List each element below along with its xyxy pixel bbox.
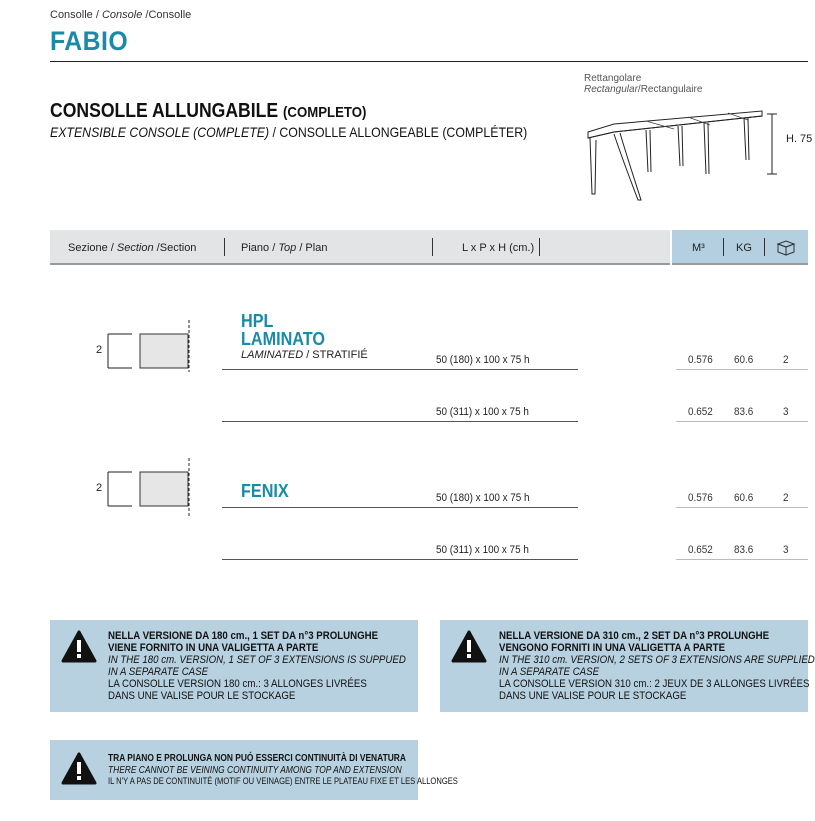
header-section-fr: /Section xyxy=(153,242,197,254)
package-icon xyxy=(777,240,795,256)
note-line-it: VENGONO FORNITI IN UNA VALIGETTA A PARTE xyxy=(499,642,726,654)
shape-label-it: Rettangolare xyxy=(584,73,642,84)
note-text-180 xyxy=(108,630,406,702)
volume-value: 0.576 xyxy=(688,492,713,504)
boxes-value: 2 xyxy=(783,492,789,504)
note-text-veining xyxy=(108,752,458,788)
breadcrumb-category-it: Consolle xyxy=(50,9,93,21)
warning-icon xyxy=(62,752,96,786)
note-line-it: VIENE FORNITO IN UNA VALIGETTA A PARTE xyxy=(108,642,319,654)
note-text-310 xyxy=(499,630,815,702)
header-divider xyxy=(723,238,724,256)
breadcrumb xyxy=(50,9,191,21)
product-subtitle-fr: / CONSOLLE ALLONGEABLE (COMPLÉTER) xyxy=(269,124,528,140)
header-divider xyxy=(224,238,225,256)
note-line-en: IN A SEPARATE CASE xyxy=(499,666,600,678)
row-divider xyxy=(676,507,808,508)
shape-label-en: Rectangular xyxy=(584,84,638,95)
boxes-value: 2 xyxy=(783,354,789,366)
boxes-value: 3 xyxy=(783,544,789,556)
row-divider xyxy=(222,507,578,508)
weight-value: 83.6 xyxy=(734,544,754,556)
extended-table-drawing xyxy=(584,104,784,206)
header-top xyxy=(241,242,327,254)
section-number: 2 xyxy=(96,482,103,494)
note-line-fr: LA CONSOLLE VERSION 310 cm.: 2 JEUX DE 3 ALLONGES LIVRÉES xyxy=(499,678,810,690)
header-weight: KG xyxy=(736,242,752,254)
dimensions-value: 50 (311) x 100 x 75 h xyxy=(436,544,529,556)
note-line-it: NELLA VERSIONE DA 310 cm., 2 SET DA n°3 PROLUNGHE xyxy=(499,630,770,642)
row-divider xyxy=(676,421,808,422)
note-line-en: IN A SEPARATE CASE xyxy=(108,666,209,678)
breadcrumb-separator: / xyxy=(142,9,149,21)
material-subtitle xyxy=(241,349,368,361)
product-name xyxy=(50,100,366,123)
material-title: HPL xyxy=(241,311,274,331)
dimensions-value: 50 (311) x 100 x 75 h xyxy=(436,406,529,418)
weight-value: 83.6 xyxy=(734,406,754,418)
product-name-suffix: (COMPLETO) xyxy=(283,104,367,121)
breadcrumb-category-en: Console xyxy=(101,9,143,21)
note-line-fr: DANS UNE VALISE POUR LE STOCKAGE xyxy=(108,690,296,702)
note-line-it: NELLA VERSIONE DA 180 cm., 1 SET DA n°3 PROLUNGHE xyxy=(108,630,379,642)
material-title: LAMINATO xyxy=(241,329,325,349)
material-subtitle-en: LAMINATED xyxy=(241,349,304,361)
header-divider xyxy=(539,238,540,256)
product-subtitle xyxy=(50,124,527,140)
material-subtitle-fr: / STRATIFIÉ xyxy=(303,349,368,361)
header-section-it: Sezione / xyxy=(68,242,117,254)
header-top-fr: / Plan xyxy=(296,242,328,254)
warning-icon xyxy=(452,630,486,664)
header-dimensions: L x P x H (cm.) xyxy=(462,242,535,254)
dimensions-value: 50 (180) x 100 x 75 h xyxy=(436,492,530,504)
volume-value: 0.652 xyxy=(688,544,713,556)
section-diagram xyxy=(106,458,192,520)
note-line-en: IN THE 310 cm. VERSION, 2 SETS OF 3 EXTENSIONS ARE SUPPLIED xyxy=(499,654,815,666)
header-volume: M³ xyxy=(692,242,705,254)
volume-value: 0.576 xyxy=(688,354,713,366)
weight-value: 60.6 xyxy=(734,354,754,366)
breadcrumb-category-fr: Consolle xyxy=(148,9,192,21)
header-divider xyxy=(764,238,765,256)
note-line-fr: LA CONSOLLE VERSION 180 cm.: 3 ALLONGES LIVRÉES xyxy=(108,678,367,690)
volume-value: 0.652 xyxy=(688,406,713,418)
boxes-value: 3 xyxy=(783,406,789,418)
title-divider xyxy=(50,61,808,62)
note-line-en: THERE CANNOT BE VEINING CONTINUITY AMONG TOP AND EXTENSION xyxy=(108,764,402,776)
weight-value: 60.6 xyxy=(734,492,754,504)
dimensions-value: 50 (180) x 100 x 75 h xyxy=(436,354,530,366)
header-divider xyxy=(432,238,433,256)
section-diagram xyxy=(106,320,192,372)
page-title: FABIO xyxy=(50,26,129,56)
row-divider xyxy=(222,559,578,560)
note-line-fr: DANS UNE VALISE POUR LE STOCKAGE xyxy=(499,690,687,702)
material-title: FENIX xyxy=(241,481,289,501)
note-line-en: IN THE 180 cm. VERSION, 1 SET OF 3 EXTENSIONS IS SUPPUED xyxy=(108,654,406,666)
note-line-it: TRA PIANO E PROLUNGA NON PUÓ ESSERCI CONTINUITÀ DI VENATURA xyxy=(108,752,406,764)
shape-label-fr: /Rectangulaire xyxy=(637,84,703,95)
breadcrumb-separator: / xyxy=(92,9,102,21)
warning-icon xyxy=(62,630,96,664)
product-name-main: CONSOLLE ALLUNGABILE xyxy=(50,100,279,122)
row-divider xyxy=(676,369,808,370)
shape-label xyxy=(584,84,702,95)
header-section-en: Section xyxy=(116,242,154,254)
row-divider xyxy=(222,421,578,422)
header-section xyxy=(68,242,196,254)
header-top-it: Piano / xyxy=(241,242,279,254)
section-number: 2 xyxy=(96,344,103,356)
row-divider xyxy=(676,559,808,560)
product-subtitle-en: EXTENSIBLE CONSOLE (COMPLETE) xyxy=(50,124,270,140)
row-divider xyxy=(222,369,578,370)
note-line-fr: IL N'Y A PAS DE CONTINUITÉ (MOTIF OU VEINAGE) ENTRE LE PLATEAU FIXE ET LES ALLONGES xyxy=(108,776,458,787)
height-label: H. 75 xyxy=(786,133,813,145)
header-top-en: Top xyxy=(278,242,297,254)
